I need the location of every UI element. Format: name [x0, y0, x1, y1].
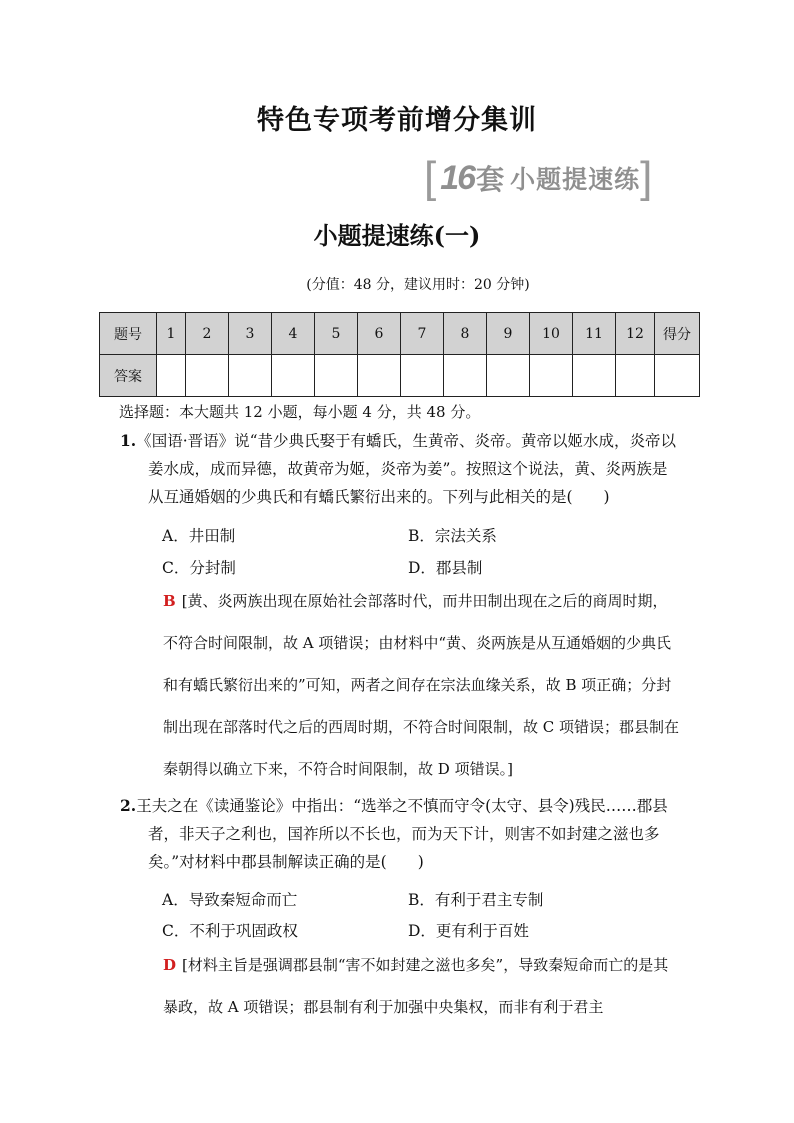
column-header: 4	[272, 313, 315, 355]
option-c: C．分封制	[162, 559, 236, 577]
answer-cell[interactable]	[315, 355, 358, 397]
question-2	[120, 792, 680, 876]
option-b: B．宗法关系	[408, 527, 497, 545]
score-info: (分值：48 分，建议用时：20 分钟)	[306, 277, 530, 293]
answer-cell[interactable]	[229, 355, 272, 397]
column-header: 9	[487, 313, 530, 355]
instructions: 选择题：本大题共 12 小题，每小题 4 分，共 48 分。	[119, 403, 481, 421]
series-unit: 套	[476, 163, 505, 196]
answer-cell[interactable]	[573, 355, 616, 397]
column-header: 5	[315, 313, 358, 355]
row-label-question-number: 题号	[100, 313, 157, 355]
explanation-text: [材料主旨是强调郡县制“害不如封建之滋也多矣”，导致秦短命而亡的是其暴政，故 A 项错误；郡县制有利于加强中央集权，而非有利于君主	[163, 956, 669, 1016]
column-header: 10	[530, 313, 573, 355]
answer-explanation-2	[163, 944, 681, 1028]
column-header: 11	[573, 313, 616, 355]
question-number: 2.	[120, 796, 137, 815]
answer-cell[interactable]	[186, 355, 229, 397]
option-d: D．郡县制	[408, 559, 483, 577]
column-header: 12	[616, 313, 655, 355]
answer-table-header-row	[100, 313, 700, 355]
answer-table	[99, 312, 700, 397]
column-header: 2	[186, 313, 229, 355]
question-stem: 《国语·晋语》说“昔少典氏娶于有蟜氏，生黄帝、炎帝。黄帝以姬水成，炎帝以姜水成，成而异德，故黄帝为姬，炎帝为姜”。按照这个说法，黄、炎两族是从互通婚姻的少典氏和有蟜氏繁衍出来的。下列与此相关的是( )	[136, 432, 677, 506]
section-title: 小题提速练(一)	[313, 221, 481, 250]
answer-explanation-1	[163, 580, 681, 790]
score-header: 得分	[655, 313, 700, 355]
answer-cell[interactable]	[358, 355, 401, 397]
answer-cell[interactable]	[272, 355, 315, 397]
answer-cell[interactable]	[444, 355, 487, 397]
column-header: 6	[358, 313, 401, 355]
answer-letter: D	[163, 956, 177, 974]
option-a: A．导致秦短命而亡	[162, 891, 298, 909]
answer-letter: B	[163, 592, 176, 610]
series-number: 16	[440, 158, 475, 197]
column-header: 1	[157, 313, 186, 355]
column-header: 8	[444, 313, 487, 355]
question-stem: 王夫之在《读通鉴论》中指出：“选举之不慎而守令(太守、县令)残民……郡县者，非天子之利也，国祚所以不长也，而为天下计，则害不如封建之滋也多矣。”对材料中郡县制解读正确的是( )	[136, 797, 668, 871]
column-header: 7	[401, 313, 444, 355]
answer-cell[interactable]	[530, 355, 573, 397]
right-bracket-icon: ]	[640, 153, 653, 202]
question-2-text	[120, 792, 680, 876]
question-1	[120, 427, 680, 511]
explanation-text: [黄、炎两族出现在原始社会部落时代，而井田制出现在之后的商周时期，不符合时间限制，故 A 项错误；由材料中“黄、炎两族是从互通婚姻的少典氏和有蟜氏繁衍出来的”可知，两者之间存在宗法血缘关系，故 B 项正确；分封制出现在部落时代之后的西周时期，不符合时间限制，故 C 项错误；郡县制在秦朝得以确立下来，不符合时间限制，故 D 项错误。]	[163, 592, 680, 778]
answer-cell[interactable]	[157, 355, 186, 397]
score-cell[interactable]	[655, 355, 700, 397]
answer-table-answer-row	[100, 355, 700, 397]
column-header: 3	[229, 313, 272, 355]
question-1-text	[120, 427, 680, 511]
option-b: B．有利于君主专制	[408, 891, 544, 909]
row-label-answer: 答案	[100, 355, 157, 397]
option-a: A．井田制	[162, 527, 236, 545]
answer-cell[interactable]	[487, 355, 530, 397]
answer-cell[interactable]	[616, 355, 655, 397]
option-c: C．不利于巩固政权	[162, 922, 298, 940]
series-name: 小题提速练	[510, 165, 641, 194]
answer-cell[interactable]	[401, 355, 444, 397]
left-bracket-icon: [	[424, 153, 437, 202]
option-d: D．更有利于百姓	[408, 922, 529, 940]
series-badge	[424, 153, 653, 202]
page-title: 特色专项考前增分集训	[257, 105, 537, 136]
question-number: 1.	[120, 431, 137, 450]
